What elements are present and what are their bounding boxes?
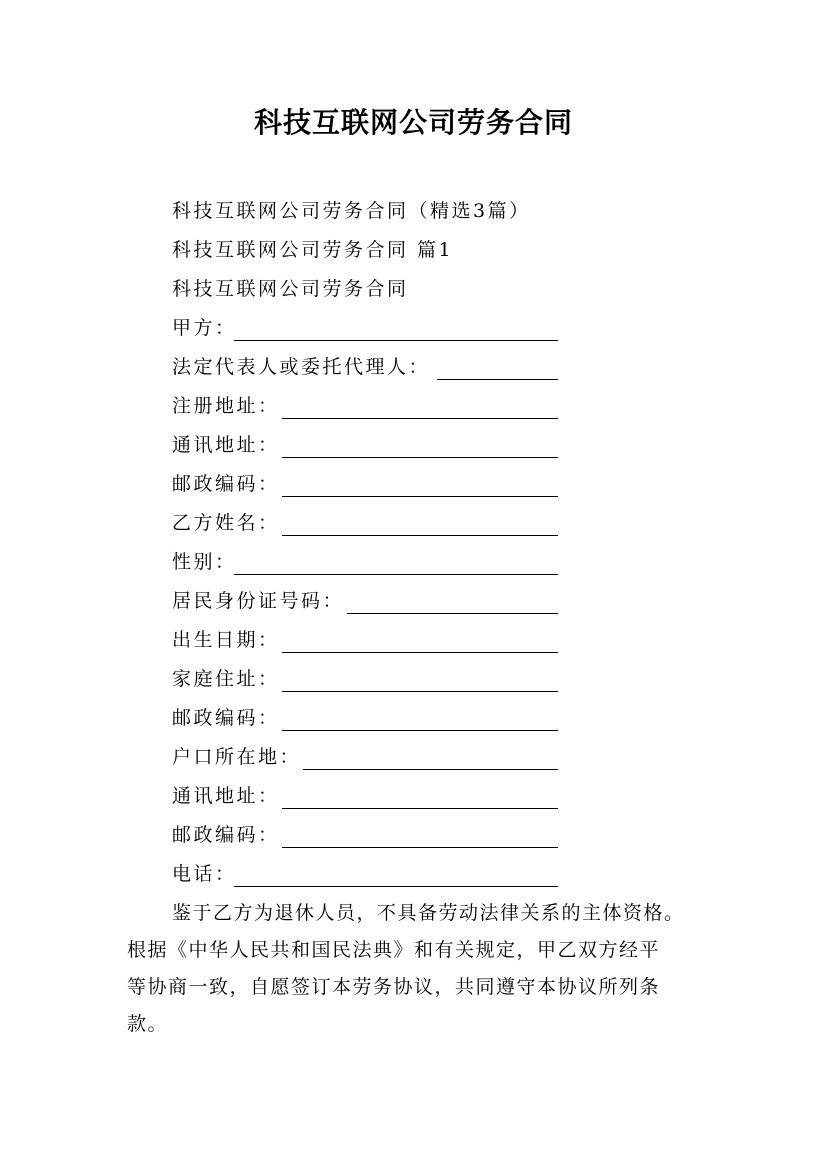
intro-line-3: 科技互联网公司劳务合同 [172,278,409,300]
field-label: 法定代表人或委托代理人： [172,356,431,378]
preamble-paragraph [127,895,712,1043]
field-label: 通讯地址： [172,434,280,456]
fill-blank [282,496,558,497]
fill-blank [282,847,558,848]
field-label: 甲方： [172,317,237,339]
field-label: 出生日期： [172,629,280,651]
paragraph-line: 根据《中华人民共和国民法典》和有关规定，甲乙双方经平 [127,939,661,961]
intro-line-1: 科技互联网公司劳务合同（精选3篇） [172,200,531,222]
fill-blank [234,574,558,575]
field-label: 注册地址： [172,395,280,417]
field-label: 邮政编码： [172,473,280,495]
fill-blank [282,535,558,536]
fill-blank [282,457,558,458]
fill-blank [282,730,558,731]
fill-blank [282,691,558,692]
fill-blank [303,769,558,770]
document-title: 科技互联网公司劳务合同 [253,106,573,139]
fill-blank [437,379,558,380]
field-label: 乙方姓名： [172,512,280,534]
field-label: 家庭住址： [172,668,280,690]
field-label: 邮政编码： [172,707,280,729]
fill-blank [234,886,558,887]
field-label: 通讯地址： [172,785,280,807]
fill-blank [282,808,558,809]
fill-blank [347,613,558,614]
field-label: 电话： [172,863,237,885]
intro-line-2: 科技互联网公司劳务合同 篇1 [172,239,454,261]
fill-blank [282,418,558,419]
paragraph-line: 鉴于乙方为退休人员，不具备劳动法律关系的主体资格。 [172,902,685,924]
field-label: 居民身份证号码： [172,590,345,612]
paragraph-line: 等协商一致，自愿签订本劳务协议，共同遵守本协议所列条 [127,976,661,998]
field-label: 性别： [172,551,237,573]
paragraph-line: 款。 [127,1013,169,1035]
fill-blank [282,652,558,653]
fill-blank [234,340,558,341]
field-label: 户口所在地： [172,746,302,768]
field-label: 邮政编码： [172,824,280,846]
